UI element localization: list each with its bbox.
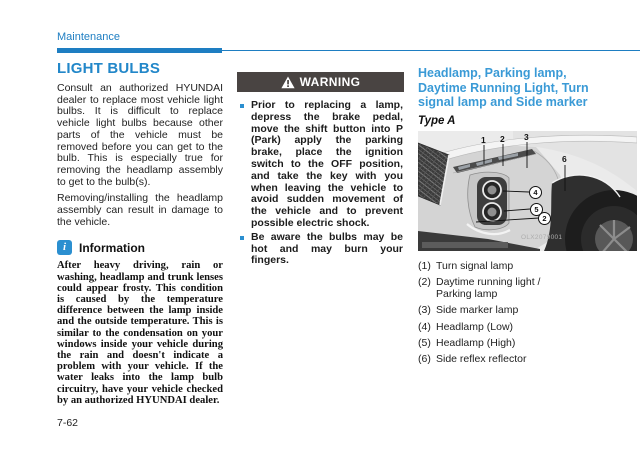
info-icon: i <box>57 240 72 255</box>
legend-num: (2) <box>418 275 431 288</box>
legend-item-4 <box>418 321 637 333</box>
legend-item-3 <box>418 304 637 316</box>
legend-item-2 <box>418 276 637 300</box>
warning-box <box>237 72 404 269</box>
legend-item-5 <box>418 337 637 349</box>
headlamp-figure <box>418 131 637 251</box>
callout-1: 1 <box>481 134 486 145</box>
car-front-corner-illustration <box>418 131 637 251</box>
legend-label: Turn signal lamp <box>436 259 514 272</box>
figure-watermark: OLX2079001 <box>521 233 563 241</box>
information-title: Information <box>79 240 145 255</box>
warning-triangle-icon <box>281 76 295 89</box>
information-body: After heavy driving, rain or washing, headlamp and trunk lenses could appear frosty. This condition is caused by the temperature difference between the lamp inside and the outside temperature. This is similar to the condensation on your windows inside your vehicle during the rain and doesn't indicate a problem with your vehicle. If the water leaks into the lamp bulb circuitry, have your vehicle checked by an authorized HYUNDAI dealer. <box>57 260 223 406</box>
callout-6: 6 <box>562 153 567 164</box>
warning-bullet-1: Prior to replacing a lamp, depress the brake pedal, move the shift button into P (Park) apply the parking brake, place the ignition switch to the OFF position, and take the key with you when leaving the vehicle to avoid sudden movement of the vehicle and to prevent possible electric shock. <box>238 100 403 230</box>
warning-title: WARNING <box>299 75 361 89</box>
type-a-label: Type A <box>418 114 456 127</box>
legend-label: Daytime running light / Parking lamp <box>436 275 541 300</box>
callout-2: 2 <box>500 133 505 144</box>
page-number: 7-62 <box>57 417 79 429</box>
header-accent-bar <box>57 48 222 53</box>
left-column <box>57 60 223 406</box>
right-column <box>418 66 637 370</box>
legend-label: Headlamp (Low) <box>436 320 514 333</box>
legend-label: Side marker lamp <box>436 304 519 317</box>
legend-item-6 <box>418 353 637 365</box>
lamp-section-title: Headlamp, Parking lamp, Daytime Running Light, Turn signal lamp and Side marker <box>418 66 589 109</box>
intro-paragraph-1: Consult an authorized HYUNDAI dealer to replace most vehicle light bulbs. It is difficult to replace vehicle light bulbs because other parts of the vehicle must be removed before you can get to the bulb. This is especially true for removing the headlamp assembly to get to the bulb(s). <box>57 82 223 188</box>
legend-item-1 <box>418 260 637 272</box>
warning-bullet-2: Be aware the bulbs may be hot and may burn your fingers. <box>238 232 403 267</box>
legend-label: Headlamp (High) <box>436 337 516 350</box>
callout-5-circle: 5 <box>530 203 543 216</box>
legend-num: (6) <box>418 353 431 366</box>
legend-num: (5) <box>418 337 431 350</box>
warning-body <box>237 92 404 267</box>
callout-3: 3 <box>524 131 529 142</box>
legend-num: (1) <box>418 259 431 272</box>
information-header <box>57 240 223 255</box>
legend-label: Side reflex reflector <box>436 353 527 366</box>
callout-2-circle: 2 <box>538 212 551 225</box>
warning-header <box>237 72 404 92</box>
lamp-legend <box>418 260 637 366</box>
legend-num: (3) <box>418 304 431 317</box>
intro-paragraph-2: Removing/installing the headlamp assembly can result in damage to the vehicle. <box>57 192 223 228</box>
legend-num: (4) <box>418 320 431 333</box>
page-title: LIGHT BULBS <box>57 60 161 77</box>
callout-4-circle: 4 <box>529 186 542 199</box>
running-header-section: Maintenance <box>57 31 120 43</box>
header-rule-line <box>222 50 640 51</box>
